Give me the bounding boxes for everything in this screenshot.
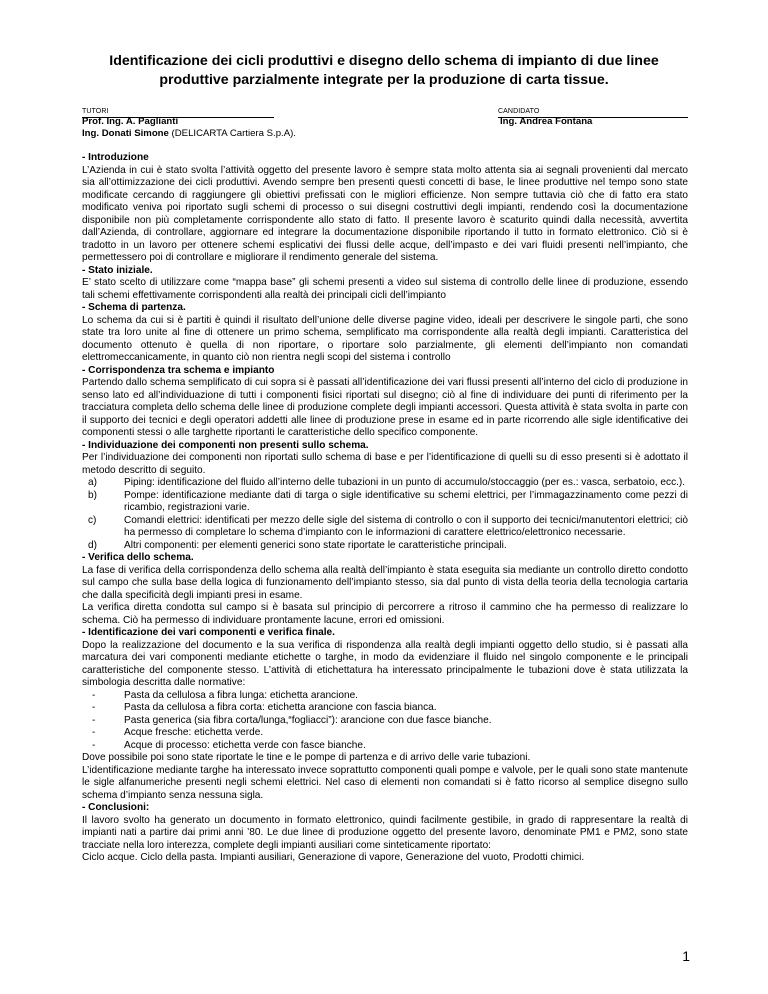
tutor-name-2-line: [82, 128, 296, 140]
list-item: [82, 702, 688, 715]
section-heading-identificazione: - Identificazione dei vari componenti e verifica finale.: [82, 627, 335, 638]
list-item: [82, 715, 688, 728]
tutori-label: TUTORI: [82, 108, 109, 115]
list-item: [82, 490, 688, 515]
list-item-text: Acque di processo: etichetta verde con fasce bianche.: [124, 739, 366, 751]
document-title: Identificazione dei cicli produttivi e disegno dello schema di impianto di due linee produttive parzialmente integrate per la produzione di carta tissue.: [109, 53, 659, 88]
paragraph-identificazione-2: Dove possibile poi sono state riportate le tine e le pompe di partenza e di arrivo delle varie tubazioni.: [82, 752, 531, 763]
candidato-label: CANDIDATO: [498, 108, 540, 115]
document-body: [82, 152, 688, 865]
list-marker: -: [92, 727, 96, 738]
paragraph-identificazione-3: L’identificazione mediante targhe ha interessato invece soprattutto componenti quali pompe e valvole, per le quali sono state mantenute le sigle alfanumeriche presenti negli schemi elettrici. Nel caso di elementi non comandati si è fatto ricorso al semplice disegno sullo schema d’impianto senza nessuna sigla.: [82, 764, 689, 801]
list-etichette: [82, 690, 688, 753]
section-heading-corrispondenza: - Corrispondenza tra schema e impianto: [82, 364, 275, 376]
tutor-name-2-affiliation: (DELICARTA Cartiera S.p.A).: [168, 128, 296, 139]
list-item: [82, 740, 688, 753]
list-item-text: Comandi elettrici: identificati per mezzo delle sigle del sistema di controllo o con il supporto dei tecnici/manutentori elettrici; ciò ha permesso di completare lo schema d’impianto con le informazioni di carattere elettrico/elettronico necessarie.: [124, 514, 688, 538]
section-heading-verifica: - Verifica dello schema.: [82, 552, 194, 563]
section-heading-schema-partenza: - Schema di partenza.: [82, 302, 186, 313]
list-item: [82, 540, 688, 553]
list-marker: -: [92, 714, 96, 726]
list-item: [82, 690, 688, 703]
list-item: [82, 515, 688, 540]
list-item: [82, 477, 688, 490]
list-item-text: Pompe: identificazione mediante dati di targa o sigle identificative su schemi elettrici, per l’immagazzinamento come pezzi di ricambio, registrazioni varie.: [124, 489, 688, 513]
section-heading-introduzione: - Introduzione: [82, 152, 149, 163]
tutor-name-2: Ing. Donati Simone: [82, 128, 169, 139]
list-item-text: Pasta generica (sia fibra corta/lunga,“fogliacci”): arancione con due fasce bianche.: [124, 714, 492, 726]
list-marker: b): [88, 489, 97, 501]
section-heading-stato-iniziale: - Stato iniziale.: [82, 264, 153, 276]
list-marker: c): [88, 514, 97, 526]
paragraph-conclusioni-2: Ciclo acque. Ciclo della pasta. Impianti ausiliari, Generazione di vapore, Generazione del vuoto, Prodotti chimici.: [82, 852, 585, 863]
page-number: 1: [682, 948, 690, 964]
paragraph-individuazione: Per l’individuazione dei componenti non riportati sullo schema di base e per l’identificazione di quelli su di esso presenti si è adottato il metodo descritto di seguito.: [82, 452, 688, 476]
list-marker: -: [92, 702, 96, 713]
list-item-text: Piping: identificazione del fluido all’interno delle tubazioni in un punto di accumulo/stoccaggio (per es.: vasca, serbatoio, ecc.).: [124, 477, 686, 488]
paragraph-conclusioni: Il lavoro svolto ha generato un documento in formato elettronico, quindi facilmente gestibile, in grado di rappresentare la realtà di impianti nati a partire dai primi anni ’80. Le due linee di produzione oggetto del presente lavoro, denominate PM1 e PM2, sono state tracciate nella loro interezza, complete degli impianti ausiliari come sinteticamente riportato:: [82, 814, 688, 851]
list-item: [82, 727, 688, 740]
paragraph-introduzione: L’Azienda in cui è stato svolta l’attività oggetto del presente lavoro è sempre stata molto attenta sia ai segnali provenienti dal mercato sia all’ottimizzazione dei cicli produttivi. Avendo sempre ben presenti questi concetti di base, le linee produttive nel tempo sono state modificate cercando di raggiungere gli obiettivi prefissati con le migliori efficienze. Non sempre tuttavia ciò che di fatto era stato modificato veniva poi riportato sugli schemi di processo o sui disegni costruttivi degli impianti, rendendo così la documentazione disponibile non più completamente corrispondente allo stato di fatto. Il presente lavoro è scaturito quindi dalla necessità, avvertita dall’Azienda, di controllare, aggiornare ed integrare la documentazione disponibile riportando il tutto in formato elettronico. Ciò si è tradotto in un lavoro per ottenere schemi esplicativi dei flussi delle acque, dell’impasto e dei vari fluidi presenti nell’impianto, che permettessero poi di controllare e migliorare il rendimento generale del sistema.: [82, 164, 688, 263]
paragraph-stato-iniziale: E’ stato scelto di utilizzare come “mappa base” gli schemi presenti a video sul sistema di controllo delle linee di produzione, essendo tali schemi effettivamente corrispondenti alla realtà dei principali cicli dell’impianto: [82, 277, 688, 301]
list-item-text: Pasta da cellulosa a fibra corta: etichetta arancione con fascia bianca.: [124, 702, 437, 713]
list-marker: -: [92, 689, 96, 701]
paragraph-corrispondenza: Partendo dallo schema semplificato di cui sopra si è passati all’identificazione dei vari flussi presenti all’interno del ciclo di produzione in senso lato ed all’individuazione di tutti i componenti fisici riportati sul disegno; ciò al fine di individuare dei punti di riferimento per la tracciatura completa dello schema delle linee di produzione complete degli impianti accessori. Questa attività è stata svolta in parte con il supporto dei tecnici e degli operatori addetti alle linee di produzione prese in esame ed in parte ricorrendo alle sigle identificative dei componenti stessi o alle targhette riportanti le caratteristiche dello specifico componente.: [82, 377, 688, 438]
list-marker: a): [88, 477, 97, 488]
paragraph-verifica-1: La fase di verifica della corrispondenza dello schema alla realtà dell’impianto è stata eseguita sia mediante un controllo diretto condotto sul campo che sulla base della logica di funzionamento dell’impianto stesso, sia dal punto di vista della teoria della tecnologia cartaria che dalla specificità degli impianti presi in esame.: [82, 564, 688, 601]
candidate-name: Ing. Andrea Fontana: [500, 116, 593, 127]
list-marker: -: [92, 739, 96, 751]
section-heading-individuazione: - Individuazione dei componenti non presenti sullo schema.: [82, 439, 369, 451]
section-heading-conclusioni: - Conclusioni:: [82, 802, 150, 813]
list-item-text: Pasta da cellulosa a fibra lunga: etichetta arancione.: [124, 689, 358, 701]
list-item-text: Altri componenti: per elementi generici sono state riportate le caratteristiche principali.: [124, 539, 507, 551]
paragraph-verifica-2: La verifica diretta condotta sul campo si è basata sul principio di percorrere a ritroso il cammino che ha permesso di realizzare lo schema. Ciò ha permesso di individuare prontamente lacune, errori ed omissioni.: [82, 602, 688, 626]
paragraph-schema-partenza: Lo schema da cui si è partiti è quindi il risultato dell’unione delle diverse pagine video, ideali per descrivere le singole parti, che sono state tra loro unite al fine di ottenere un primo schema, semplificato ma corrispondente alla realtà degli impianti. Caratteristica del documento ottenuto è quella di non riportare, o riportare solo parzialmente, gli elementi dell’impianto non comandati elettromeccanicamente, in quanto ciò non rientra negli scopi del sistema i controllo: [82, 314, 688, 363]
list-item-text: Acque fresche: etichetta verde.: [124, 727, 264, 738]
paragraph-identificazione: Dopo la realizzazione del documento e la sua verifica di rispondenza alla realtà degli impianti oggetto dello studio, si è passati alla marcatura dei vari componenti mediante etichette o targhe, in modo da evidenziare il fluido nel singolo componente e le principali caratteristiche del componente stesso. L’attività di etichettatura ha interessato principalmente le tubazioni dove è stata utilizzata la simbologia descritta dalle normative:: [82, 639, 688, 688]
tutor-name-1: Prof. Ing. A. Paglianti: [82, 116, 179, 127]
list-marker: d): [88, 539, 97, 551]
list-metodo: [82, 477, 688, 552]
